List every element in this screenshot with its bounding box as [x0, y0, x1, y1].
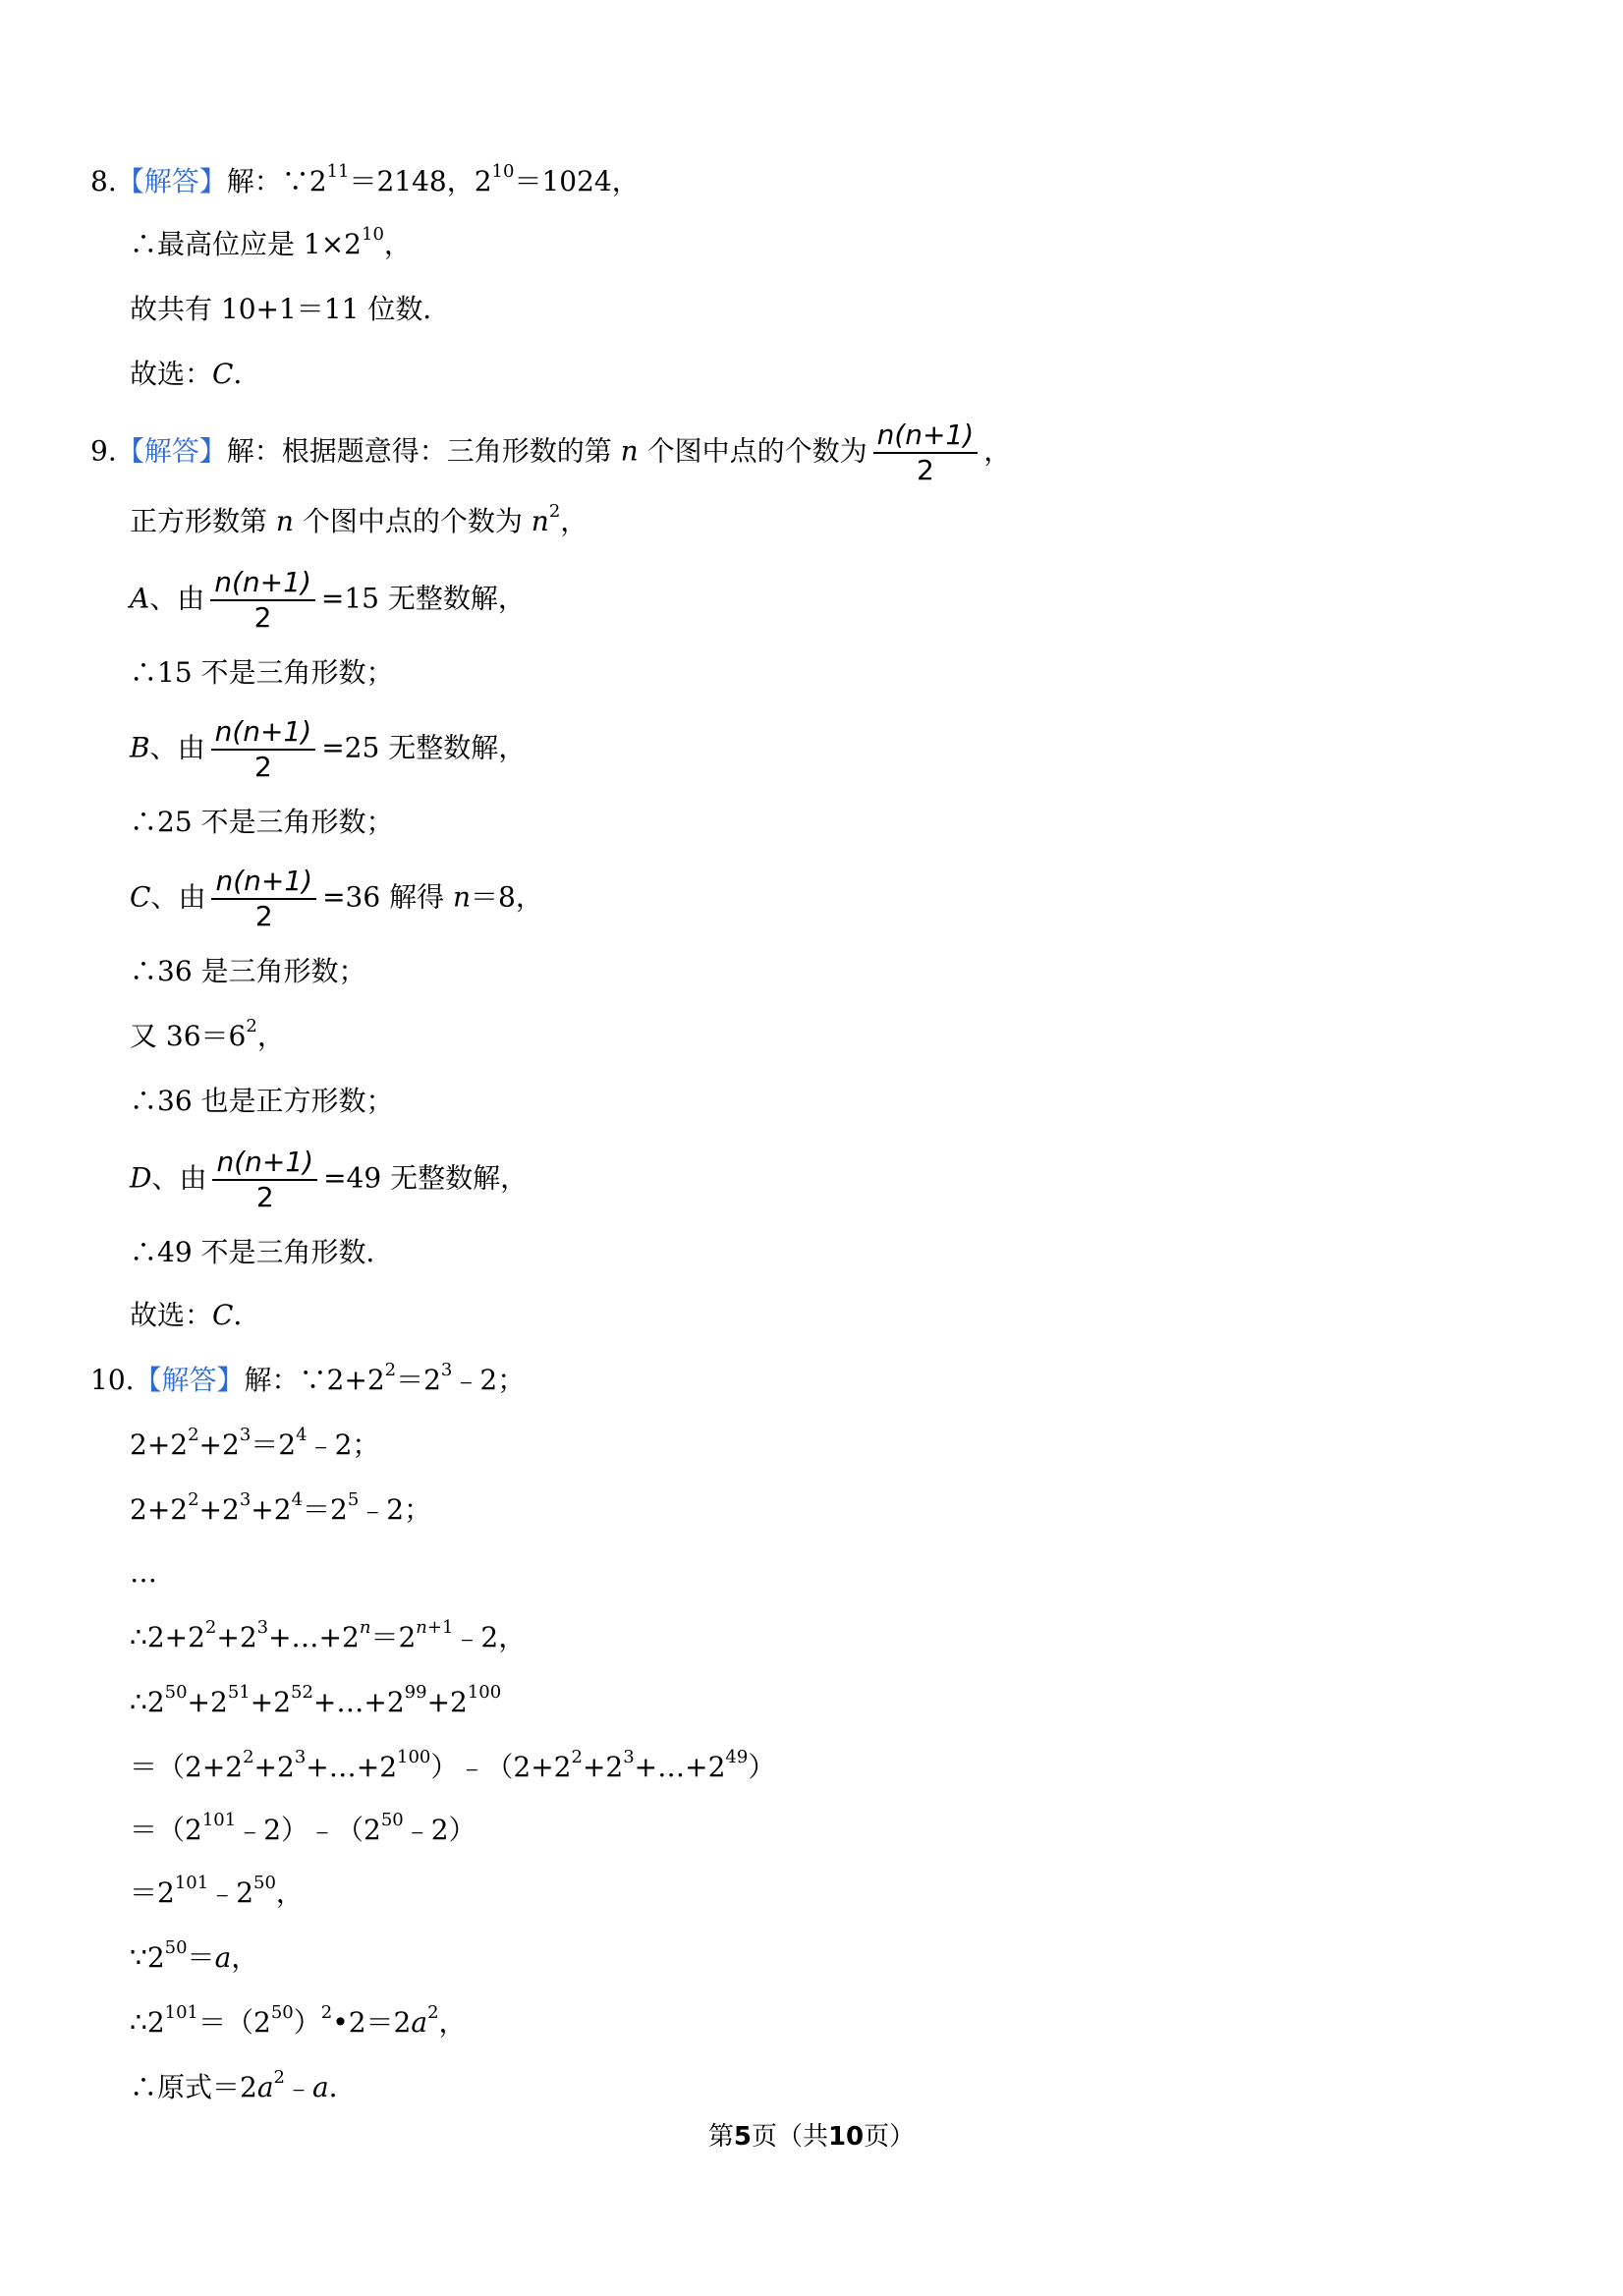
q9-option-b: B、由 $\frac{n(n+1)}{2}$ =25 无整数解，	[130, 715, 527, 783]
q8-number: 8.	[90, 165, 117, 197]
q9-option-c-line-3: 又 $36=6^2$，	[130, 1015, 285, 1052]
q10-line-9: $=2^{101}﹣2^{50}$，	[130, 1872, 304, 1909]
q8-line-2: ∴最高位应是 $1\times 2^{10}$，	[130, 223, 412, 260]
q9-option-d: D、由 $\frac{n(n+1)}{2}$ =49 无整数解，	[130, 1146, 529, 1213]
q9-line-2: 正方形数第 n 个图中点的个数为 $n^2$，	[130, 500, 588, 537]
q8-answer-tag: 【解答】	[116, 165, 227, 197]
page-footer: 第5页（共10页）	[707, 2122, 916, 2152]
q9-option-d-conclusion: ∴49 不是三角形数．	[130, 1236, 394, 1268]
q10-line-4: …	[130, 1556, 157, 1589]
q9-option-c-conclusion: ∴36 是三角形数；	[130, 955, 366, 987]
q10-line-5: $\therefore 2+2^2+2^3+\dots+2^n=2^{n+1}﹣2$，	[130, 1616, 527, 1653]
page-number: 5	[733, 2122, 752, 2152]
q9-number: 9.	[90, 434, 117, 468]
q8-line-4: 故选：C．	[130, 358, 261, 390]
q8-line-1: 8.【解答】解：$\because 2^{11}=2148$，$2^{10}=1024$，	[90, 160, 640, 197]
q10-line-2: $2+2^2+2^3=2^4﹣2$；	[130, 1424, 380, 1461]
q9-option-c: C、由 $\frac{n(n+1)}{2}$ =36 解得 n＝8，	[130, 865, 543, 932]
q9-line-1: 9.【解答】解：根据题意得：三角形数的第 n 个图中点的个数为 $\frac{n(n+1)}{2}$ ，	[90, 419, 1012, 486]
q10-answer-tag: 【解答】	[134, 1364, 245, 1396]
q9-option-c-line-4: ∴36 也是正方形数；	[130, 1085, 394, 1117]
q10-line-8: $=(2^{101}﹣2)﹣(2^{50}﹣2)$	[130, 1809, 476, 1846]
q10-line-11: $\therefore 2^{101}=(2^{50})^2•2=2a^2$，	[130, 2001, 467, 2039]
q8-line-3: 故共有 10+1＝11 位数．	[130, 293, 451, 325]
q9-fraction: $\frac{n(n+1)}{2}$	[873, 419, 979, 487]
q10-line-3: $2+2^2+2^3+2^4=2^5﹣2$；	[130, 1488, 432, 1526]
page-total: 10	[827, 2122, 865, 2152]
q10-line-7: $=(2+2^2+2^3+\dots+2^{100})﹣(2+2^2+2^3+\dots+2^{49})$	[130, 1746, 776, 1783]
q10-line-6: $\therefore 2^{50}+2^{51}+2^{52}+\dots+2^{99}+2^{100}$	[130, 1681, 502, 1718]
q9-option-a: A、由 $\frac{n(n+1)}{2}$ =15 无整数解，	[130, 566, 526, 634]
q10-line-10: $\because 2^{50}=a$，	[130, 1936, 259, 1974]
q10-line-12: ∴原式$=2a^2﹣a$．	[130, 2066, 357, 2103]
q9-option-b-conclusion: ∴25 不是三角形数；	[130, 806, 394, 838]
q9-answer: 故选：C．	[130, 1299, 261, 1331]
q10-line-1: 10.【解答】解：$\because 2+2^2=2^3﹣2$；	[90, 1359, 526, 1396]
q10-number: 10.	[90, 1364, 135, 1396]
q9-answer-tag: 【解答】	[116, 434, 227, 468]
q9-option-a-conclusion: ∴15 不是三角形数；	[130, 656, 394, 689]
